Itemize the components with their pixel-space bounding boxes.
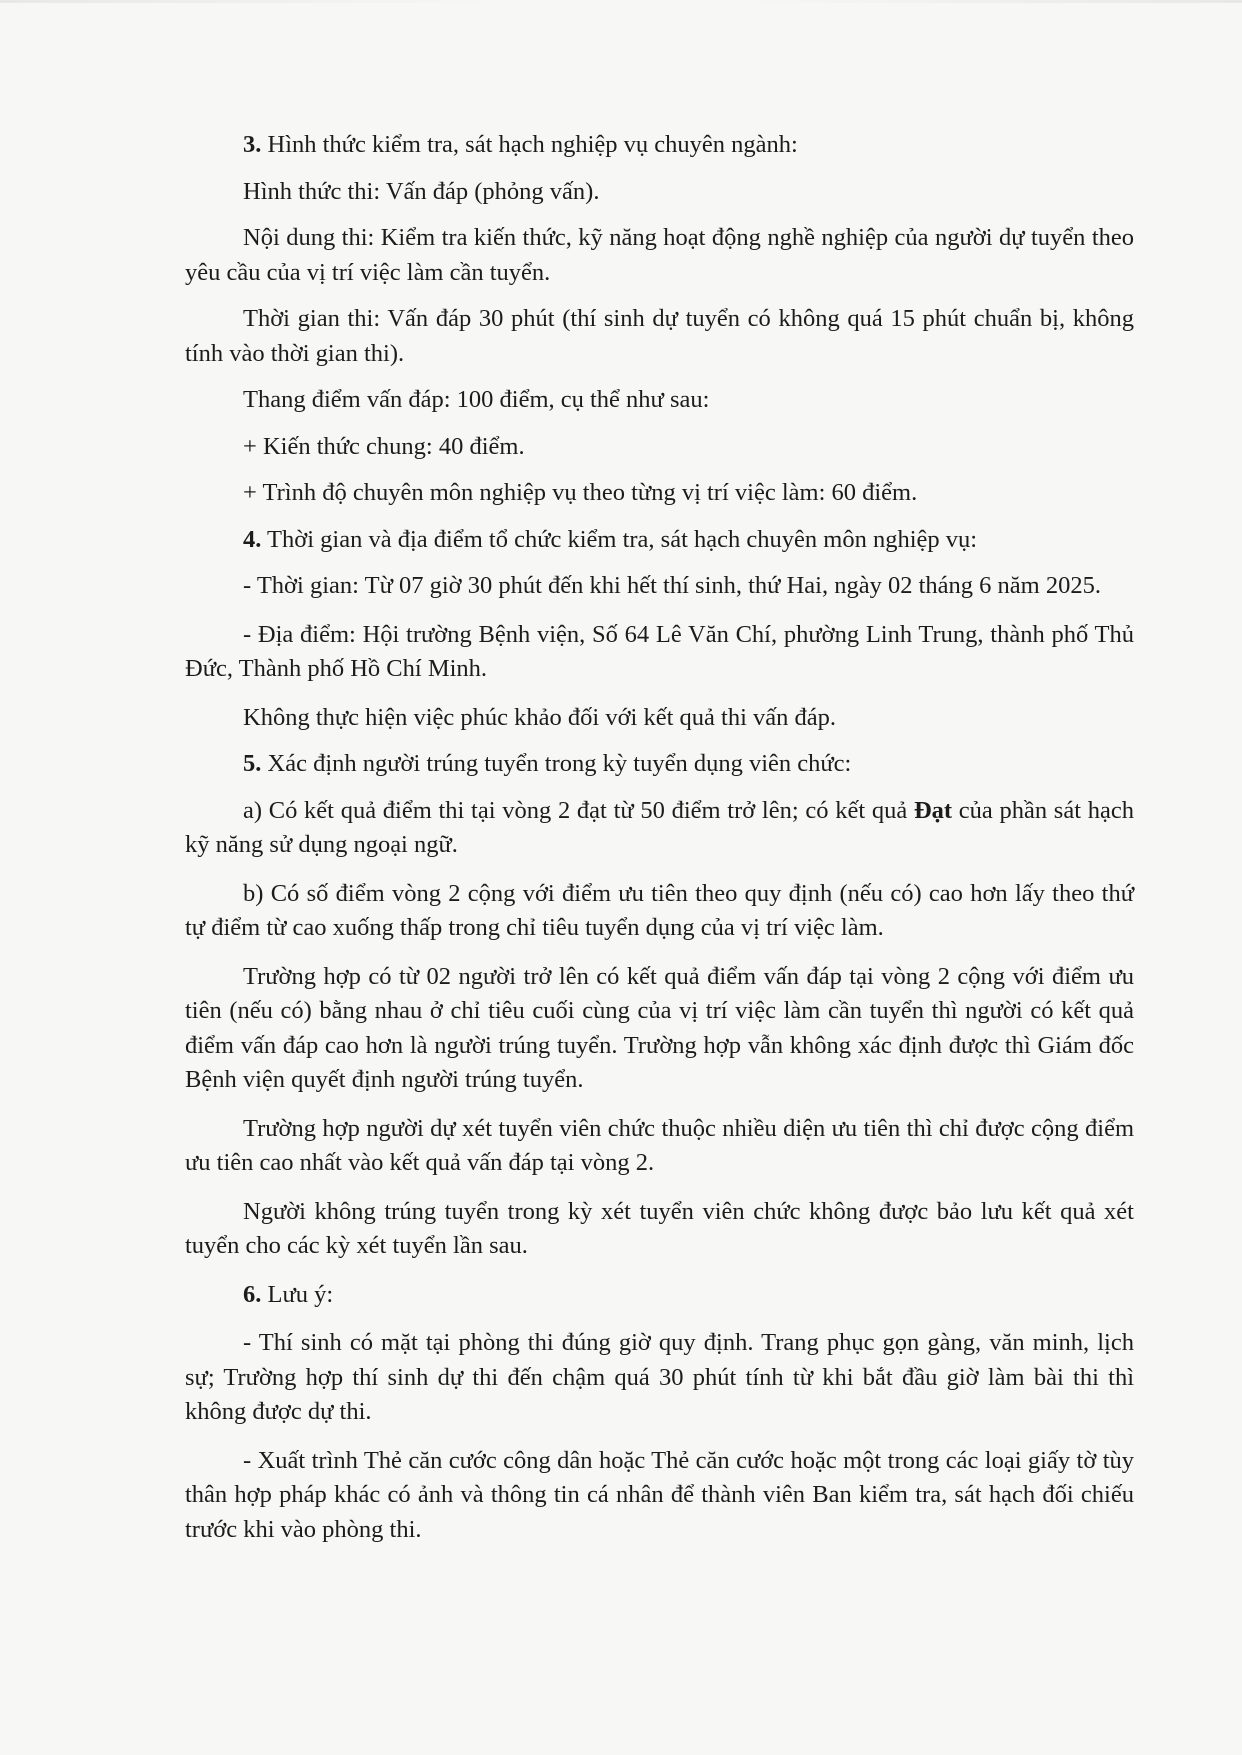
exam-schedule: - Thời gian: Từ 07 giờ 30 phút đến khi hết thí sinh, thứ Hai, ngày 02 tháng 6 năm 2025.: [243, 572, 1101, 599]
section-3-number: 3.: [243, 131, 262, 158]
no-review-note: Không thực hiện việc phúc khảo đối với kết quả thi vấn đáp.: [243, 703, 837, 731]
criterion-a-pass-word: Đạt: [913, 796, 953, 824]
priority-rule: Trường hợp người dự xét tuyển viên chức thuộc nhiều diện ưu tiên thì chỉ được cộng điểm ưu tiên cao nhất vào kết quả vấn đáp tại vòng 2.: [185, 1114, 1134, 1176]
section-4-title: Thời gian và địa điểm tổ chức kiểm tra, sát hạch chuyên môn nghiệp vụ:: [261, 525, 978, 553]
section-4-heading: [185, 523, 1134, 558]
section-6-number: 6.: [243, 1280, 262, 1308]
tie-break-rule: Trường hợp có từ 02 người trở lên có kết quả điểm vấn đáp tại vòng 2 cộng với điểm ưu tiên (nếu có) bằng nhau ở chỉ tiêu cuối cùng của vị trí việc làm cần tuyển thì người có kết quả điểm vấn đáp cao hơn là người trúng tuyển. Trường hợp vẫn không xác định được thì Giám đốc Bệnh viện quyết định người trúng tuyển.: [185, 962, 1134, 1093]
section-5-title: Xác định người trúng tuyển trong kỳ tuyển dụng viên chức:: [261, 750, 852, 777]
exam-time: Thời gian thi: Vấn đáp 30 phút (thí sinh dự tuyển có không quá 15 phút chuẩn bị, không tính vào thời gian thi).: [185, 305, 1134, 367]
section-3-heading: [185, 128, 1134, 163]
score-scale: Thang điểm vấn đáp: 100 điểm, cụ thể như sau:: [243, 386, 710, 413]
exam-form: Hình thức thi: Vấn đáp (phỏng vấn).: [243, 177, 600, 205]
criterion-b: b) Có số điểm vòng 2 cộng với điểm ưu tiên theo quy định (nếu có) cao hơn lấy theo thứ tự điểm từ cao xuống thấp trong chỉ tiêu tuyển dụng của vị trí việc làm.: [185, 879, 1134, 941]
section-6-title: Lưu ý:: [261, 1280, 334, 1308]
score-item-specialty: + Trình độ chuyên môn nghiệp vụ theo từng vị trí việc làm: 60 điểm.: [243, 479, 918, 506]
section-6-heading: [185, 1278, 1134, 1313]
criterion-a-text-start: a) Có kết quả điểm thi tại vòng 2 đạt từ 50 điểm trở lên; có kết quả: [243, 796, 914, 824]
section-5-number: 5.: [243, 750, 262, 777]
scan-edge: [0, 0, 1242, 3]
no-reserve-rule: Người không trúng tuyển trong kỳ xét tuyển viên chức không được bảo lưu kết quả xét tuyển cho các kỳ xét tuyển lần sau.: [185, 1197, 1134, 1259]
exam-content: Nội dung thi: Kiểm tra kiến thức, kỹ năng hoạt động nghề nghiệp của người dự tuyển theo yêu cầu của vị trí việc làm cần tuyển.: [185, 224, 1134, 286]
note-attendance: - Thí sinh có mặt tại phòng thi đúng giờ quy định. Trang phục gọn gàng, văn minh, lịch sự; Trường hợp thí sinh dự thi đến chậm quá 30 phút tính từ khi bắt đầu giờ làm bài thi thì không được dự thi.: [185, 1329, 1134, 1425]
score-item-general: + Kiến thức chung: 40 điểm.: [243, 432, 525, 460]
section-5-heading: [185, 747, 1134, 782]
criterion-a: [185, 794, 1134, 863]
section-3-title: Hình thức kiểm tra, sát hạch nghiệp vụ chuyên ngành:: [261, 131, 798, 158]
note-identification: - Xuất trình Thẻ căn cước công dân hoặc Thẻ căn cước hoặc một trong các loại giấy tờ tùy thân hợp pháp khác có ảnh và thông tin cá nhân để thành viên Ban kiểm tra, sát hạch đối chiếu trước khi vào phòng thi.: [185, 1446, 1134, 1543]
exam-location: - Địa điểm: Hội trường Bệnh viện, Số 64 Lê Văn Chí, phường Linh Trung, thành phố Thủ Đức, Thành phố Hồ Chí Minh.: [185, 620, 1134, 682]
criterion-a-text-end: của phần sát hạch kỹ năng sử dụng ngoại ngữ.: [185, 796, 1134, 858]
section-4-number: 4.: [243, 525, 262, 553]
